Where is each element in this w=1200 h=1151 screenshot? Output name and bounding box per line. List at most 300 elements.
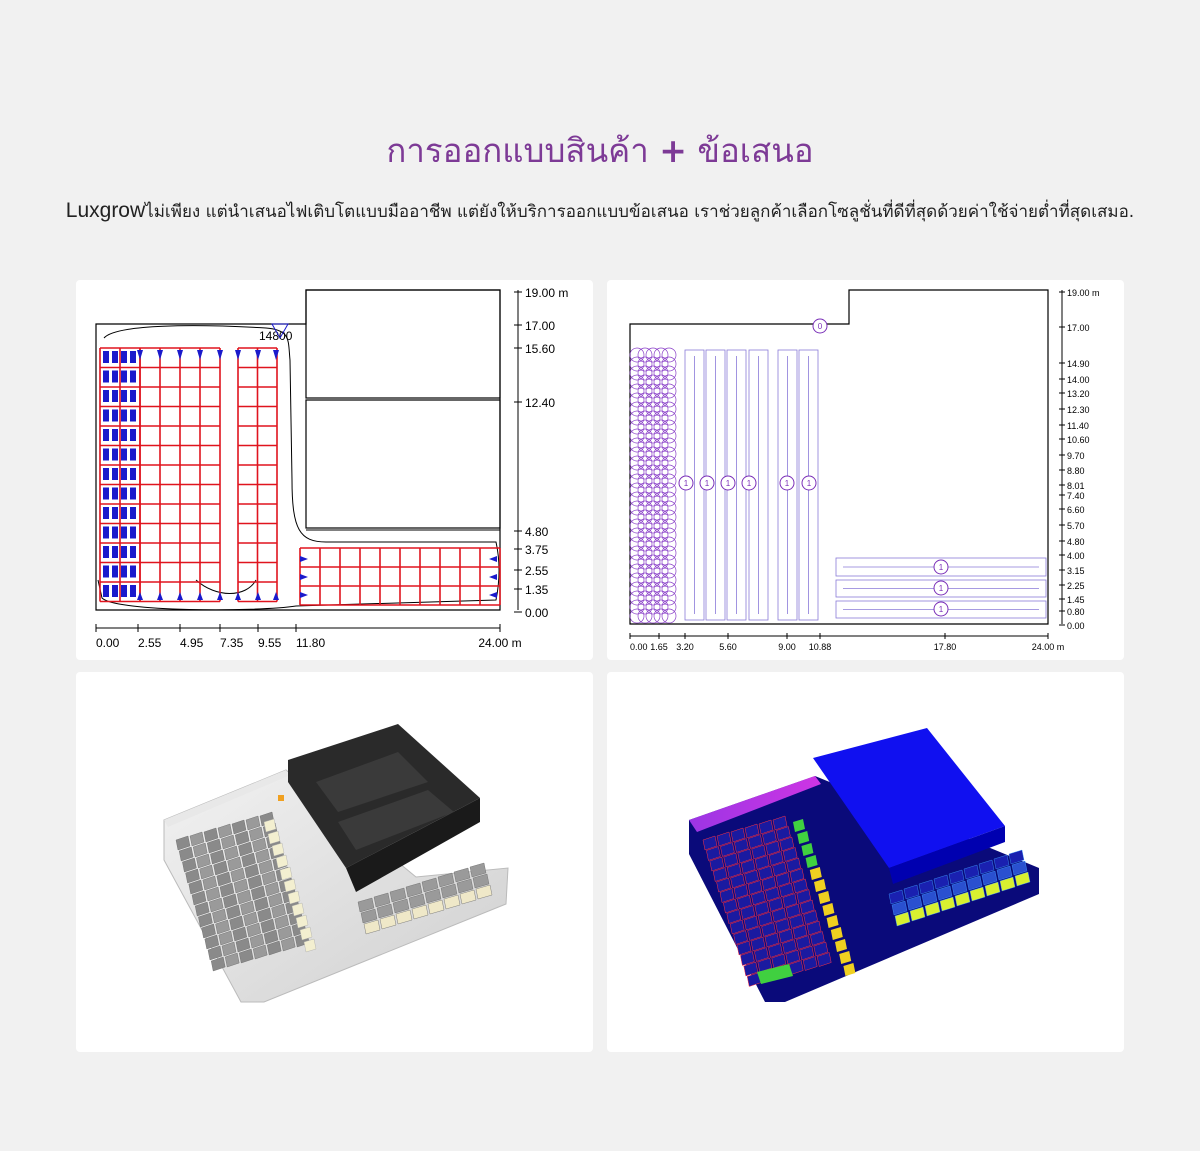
luminaire-circle (646, 438, 660, 452)
marker-label: 1 (683, 479, 689, 488)
y-tick-label: 3.15 (1067, 566, 1085, 576)
luminaire-circle (630, 501, 644, 515)
luminaire-circle (630, 510, 644, 524)
luminaire-circle (638, 492, 652, 506)
y-tick-label: 19.00 m (1067, 288, 1100, 298)
fixture (130, 390, 136, 402)
y-tick-label: 0.00 (525, 606, 549, 620)
luminaire-circle (630, 537, 644, 551)
luminaire-circle (654, 366, 668, 380)
luminaire-circle (646, 609, 660, 623)
fixture-arrow (197, 592, 203, 600)
luminaire-circle (646, 474, 660, 488)
luminaire-circle (630, 393, 644, 407)
luminaire-circle (646, 420, 660, 434)
luminaire-circle (662, 420, 676, 434)
fixture (130, 429, 136, 441)
luminaire-circle (654, 393, 668, 407)
fixture (130, 449, 136, 461)
fixture (121, 566, 127, 578)
y-tick-label: 11.40 (1067, 421, 1089, 431)
luminaire-position-drawing (607, 280, 1124, 660)
luminaire-rows (685, 350, 1046, 620)
y-tick-label: 7.40 (1067, 491, 1085, 501)
luminaire-circle (646, 348, 660, 362)
luminaire-circle (662, 483, 676, 497)
fixture-arrow (300, 592, 308, 598)
fixture (121, 507, 127, 519)
marker-label: 1 (938, 584, 944, 593)
luminaire-circle (630, 492, 644, 506)
luminaire-circle (638, 546, 652, 560)
luminaire-circle (638, 609, 652, 623)
light-spot (278, 795, 284, 801)
y-tick-label: 3.75 (525, 543, 549, 557)
title-plus: + (659, 131, 687, 170)
marker-label: 1 (938, 563, 944, 572)
luminaire-circle (646, 582, 660, 596)
luminaire-circle (630, 609, 644, 623)
luminaire-circle (630, 420, 644, 434)
luminaire-circle (662, 537, 676, 551)
luminaire-circle (654, 555, 668, 569)
marker-label: 1 (784, 479, 790, 488)
luminaire-circle (646, 546, 660, 560)
luminaire-circle (654, 456, 668, 470)
luminaire-circle (630, 447, 644, 461)
fixture (103, 546, 109, 558)
luminaire-circle (638, 555, 652, 569)
fixture (103, 429, 109, 441)
fixture (130, 566, 136, 578)
luminaire-circle (646, 411, 660, 425)
luminaire-circle (662, 366, 676, 380)
fixture (121, 527, 127, 539)
render-3d (76, 672, 593, 1052)
subtitle-brand: Luxgrow (65, 199, 146, 222)
luminaire-circle (630, 402, 644, 416)
fixture (121, 429, 127, 441)
luminaire-circle (646, 537, 660, 551)
luminaire-circle (630, 600, 644, 614)
luminaire-circle (654, 573, 668, 587)
luminaire-circle (646, 600, 660, 614)
fixture (112, 390, 118, 402)
luminaire-circle (654, 492, 668, 506)
storage-block-middle (306, 400, 500, 528)
luminaire-circle (646, 501, 660, 515)
luminaire-circle (662, 555, 676, 569)
dimension-axes (96, 286, 568, 650)
x-tick-label: 11.80 (296, 636, 326, 650)
false-color-render (607, 672, 1124, 1052)
marker-label: 1 (704, 479, 710, 488)
luminaire-circle (638, 510, 652, 524)
luminaire-circle (646, 393, 660, 407)
fixture-arrow (489, 574, 497, 580)
fixture (112, 585, 118, 597)
fixture (103, 351, 109, 363)
luminaire-circle (638, 591, 652, 605)
luminaire-circle (654, 465, 668, 479)
x-tick-label: 17.80 (933, 642, 957, 652)
fixture (121, 468, 127, 480)
luminaire-circle (638, 402, 652, 416)
layout-plan-drawing (76, 280, 593, 660)
fixture (112, 507, 118, 519)
x-tick-label: 10.88 (808, 642, 832, 652)
marker-label: 1 (746, 479, 752, 488)
fixture (103, 566, 109, 578)
luminaire-circle (654, 483, 668, 497)
luminaire-circle (630, 366, 644, 380)
fixture (121, 390, 127, 402)
luminaire-circle (638, 483, 652, 497)
luminaire-circle (646, 357, 660, 371)
luminaire-position-card (607, 280, 1124, 660)
fixture (121, 585, 127, 597)
fixture (130, 488, 136, 500)
room-outline (630, 290, 1048, 624)
luminaire-circle (654, 474, 668, 488)
luminaire-circle (638, 348, 652, 362)
fixture (112, 429, 118, 441)
marker-label: 1 (725, 479, 731, 488)
luminaire-circle (638, 582, 652, 596)
luminaire-circle (630, 528, 644, 542)
luminaire-circle (662, 519, 676, 533)
fixture (103, 371, 109, 383)
luminaire-circle (662, 564, 676, 578)
y-tick-label: 0.80 (1067, 607, 1085, 617)
marker-label: 1 (938, 605, 944, 614)
luminaire-circle (654, 375, 668, 389)
x-tick-label: 4.95 (180, 636, 204, 650)
luminaire-circle (662, 375, 676, 389)
fixture (103, 488, 109, 500)
luminaire-circle (646, 519, 660, 533)
luminaire-circle (638, 411, 652, 425)
luminaire-circle (630, 573, 644, 587)
luminaire-circle (662, 474, 676, 488)
y-tick-label: 14.00 (1067, 375, 1090, 385)
fixture (103, 527, 109, 539)
fixture (112, 566, 118, 578)
y-tick-label: 12.40 (525, 396, 556, 410)
luminaire-circle (654, 438, 668, 452)
fixture (121, 371, 127, 383)
luminaire-circle (630, 375, 644, 389)
luminaire-circles (630, 319, 948, 623)
luminaire-circle (662, 402, 676, 416)
fixture-arrow (273, 350, 279, 360)
fixture-arrow (157, 350, 163, 360)
luminaire-circle (654, 591, 668, 605)
fixture (112, 488, 118, 500)
fixture (130, 507, 136, 519)
luminaire-circle (630, 582, 644, 596)
fixture-arrow (273, 592, 279, 600)
luminaire-circle (646, 456, 660, 470)
luminaire-circle (646, 465, 660, 479)
luminaire-circle (638, 429, 652, 443)
luminaire-circle (638, 465, 652, 479)
page-title (0, 124, 1200, 177)
fixture (103, 390, 109, 402)
y-tick-label: 14.90 (1067, 359, 1090, 369)
luminaire-circle (662, 510, 676, 524)
layout-plan-card (76, 280, 593, 660)
fixture (130, 527, 136, 539)
luminaire-circle (654, 402, 668, 416)
y-tick-label: 2.25 (1067, 581, 1085, 591)
luminaire-circle (646, 510, 660, 524)
dimension-axes (630, 288, 1100, 652)
luminaire-circle (662, 411, 676, 425)
fixture-arrow (217, 350, 223, 360)
luminaire-circle (646, 555, 660, 569)
luminaire-circle (662, 609, 676, 623)
luminaire-circle (654, 411, 668, 425)
luminaire-circle (654, 429, 668, 443)
fixture (121, 410, 127, 422)
x-tick-label: 1.65 (650, 642, 668, 652)
luminaire-circle (662, 429, 676, 443)
x-tick-label: 3.20 (676, 642, 694, 652)
luminaire-circle (638, 573, 652, 587)
fixture-arrow (489, 556, 497, 562)
luminaire-circle (654, 537, 668, 551)
luminaire-circle (654, 609, 668, 623)
luminaire-circle (662, 357, 676, 371)
fixture (112, 410, 118, 422)
luminaire-circle (630, 456, 644, 470)
luminaire-circle (662, 591, 676, 605)
luminaire-circle (646, 591, 660, 605)
luminaire-circle (662, 447, 676, 461)
luminaire-circle (630, 357, 644, 371)
luminaire-circle (638, 456, 652, 470)
x-tick-label: 2.55 (138, 636, 162, 650)
luminaire-circle (662, 456, 676, 470)
luminaire-circle (646, 492, 660, 506)
luminaire-circle (646, 366, 660, 380)
fixture-arrow (300, 556, 308, 562)
luminaire-circle (662, 492, 676, 506)
y-tick-label: 12.30 (1067, 405, 1090, 415)
luminaire-circle (638, 438, 652, 452)
x-tick-label: 0.00 (96, 636, 120, 650)
luminaire-circle (654, 510, 668, 524)
fixture-arrow (255, 350, 261, 360)
luminaire-circle (630, 438, 644, 452)
fixture (112, 371, 118, 383)
luminaire-circle (646, 447, 660, 461)
title-main: การออกแบบสินค้า (386, 131, 649, 170)
y-tick-label: 8.01 (1067, 481, 1085, 491)
fixture (103, 507, 109, 519)
luminaire-circle (662, 546, 676, 560)
subtitle-text: ไม่เพียง แต่นำเสนอไฟเติบโตแบบมืออาชีพ แต่ยังให้บริการออกแบบข้อเสนอ เราช่วยลูกค้าเลือกโซลูชั่นที่ดีที่สุดด้วยค่าใช้จ่ายต่ำที่สุดเสมอ. (145, 202, 1135, 222)
y-tick-label: 4.80 (1067, 537, 1085, 547)
luminaire-circle (662, 384, 676, 398)
luminaire-circle (662, 582, 676, 596)
y-tick-label: 6.60 (1067, 505, 1085, 515)
fixture-arrow (137, 592, 143, 600)
luminaire-circle (654, 384, 668, 398)
luminaire-circle (654, 447, 668, 461)
luminaire-circle (662, 393, 676, 407)
x-tick-label: 7.35 (220, 636, 244, 650)
fixture (112, 468, 118, 480)
y-tick-label: 9.70 (1067, 451, 1085, 461)
luminaire-circle (630, 591, 644, 605)
fixture (112, 546, 118, 558)
luminaire-circle (630, 465, 644, 479)
page-subtitle (0, 198, 1200, 225)
fixture-arrow (177, 350, 183, 360)
luminaire-circle (638, 357, 652, 371)
luminaire-circle (646, 384, 660, 398)
x-tick-label: 0.00 (630, 642, 648, 652)
fixture (103, 410, 109, 422)
x-tick-label: 5.60 (719, 642, 737, 652)
title-tail: ข้อเสนอ (697, 131, 814, 170)
luminaire-circle (654, 582, 668, 596)
luminaire-circle (630, 429, 644, 443)
luminaire-circle (630, 519, 644, 533)
y-tick-label: 1.35 (525, 583, 549, 597)
luminaire-circle (646, 528, 660, 542)
fixture (121, 488, 127, 500)
fixture-arrow (489, 592, 497, 598)
luminaire-circle (630, 555, 644, 569)
luminaire-circle (646, 564, 660, 578)
y-tick-label: 15.60 (525, 342, 556, 356)
luminaire-circle (662, 438, 676, 452)
luminaire-circle (654, 546, 668, 560)
fixture (103, 449, 109, 461)
contour-label: 14800 (259, 329, 293, 343)
luminaire-circle (630, 348, 644, 362)
luminaire-circle (646, 573, 660, 587)
fixture (112, 449, 118, 461)
render-3d-card (76, 672, 593, 1052)
x-tick-label: 9.55 (258, 636, 282, 650)
luminaire-circle (662, 573, 676, 587)
luminaire-circle (638, 519, 652, 533)
luminaire-circle (654, 528, 668, 542)
luminaire-circle (630, 564, 644, 578)
luminaire-circle (654, 501, 668, 515)
fixture (121, 351, 127, 363)
luminaire-circle (638, 537, 652, 551)
y-tick-label: 4.00 (1067, 551, 1085, 561)
luminaire-circle (662, 528, 676, 542)
luminaire-circle (662, 501, 676, 515)
luminaire-grid (100, 348, 500, 605)
fixture (130, 585, 136, 597)
y-tick-label: 4.80 (525, 525, 549, 539)
y-tick-label: 1.45 (1067, 595, 1085, 605)
luminaire-circle (638, 366, 652, 380)
luminaire-circle (630, 411, 644, 425)
y-tick-label: 19.00 m (525, 286, 569, 300)
luminaire-circle (638, 501, 652, 515)
storage-block-top (306, 290, 500, 398)
fixture-arrow (177, 592, 183, 600)
fixture (130, 351, 136, 363)
fixture (130, 371, 136, 383)
luminaire-circle (638, 384, 652, 398)
luminaire-circle (646, 402, 660, 416)
false-color-card (607, 672, 1124, 1052)
y-tick-label: 13.20 (1067, 389, 1090, 399)
fixture (112, 351, 118, 363)
y-tick-label: 0.00 (1067, 621, 1085, 631)
x-tick-label: 24.00 m (478, 636, 522, 650)
y-tick-label: 5.70 (1067, 521, 1085, 531)
fixture (103, 585, 109, 597)
marker-label: 1 (806, 479, 812, 488)
y-tick-label: 8.80 (1067, 466, 1085, 476)
fixture-arrow (197, 350, 203, 360)
luminaire-circle (638, 393, 652, 407)
luminaire-circle (662, 600, 676, 614)
y-tick-label: 17.00 (525, 319, 556, 333)
fixture-arrow (157, 592, 163, 600)
luminaire-circle (630, 546, 644, 560)
luminaire-circle (638, 375, 652, 389)
y-tick-label: 2.55 (525, 564, 549, 578)
luminaire-circle (630, 483, 644, 497)
fixture (112, 527, 118, 539)
fixture (103, 468, 109, 480)
luminaire-circle (630, 474, 644, 488)
luminaire-circle (662, 348, 676, 362)
luminaire-circle (630, 384, 644, 398)
luminaire-circle (638, 600, 652, 614)
fixture (130, 468, 136, 480)
fixture-arrow (255, 592, 261, 600)
luminaire-circle (654, 564, 668, 578)
luminaire-circle (638, 564, 652, 578)
luminaire-circle (638, 420, 652, 434)
fixture (130, 546, 136, 558)
luminaire-circle (646, 429, 660, 443)
luminaire-circle (638, 447, 652, 461)
luminaire-circle (654, 600, 668, 614)
x-tick-label: 24.00 m (1031, 642, 1065, 652)
luminaire-circle (662, 465, 676, 479)
y-tick-label: 17.00 (1067, 323, 1090, 333)
luminaire-circle (638, 528, 652, 542)
fixture (130, 410, 136, 422)
y-tick-label: 10.60 (1067, 435, 1090, 445)
fixture-arrow (137, 350, 143, 360)
fixture-arrow (300, 574, 308, 580)
luminaire-circle (646, 483, 660, 497)
luminaire-circle (654, 420, 668, 434)
fixture-arrow (235, 350, 241, 360)
luminaire-circle (654, 519, 668, 533)
marker-label: 0 (817, 322, 823, 331)
luminaire-circle (654, 348, 668, 362)
fixture (121, 546, 127, 558)
luminaire-circle (646, 375, 660, 389)
x-tick-label: 9.00 (778, 642, 796, 652)
luminaire-circle (638, 474, 652, 488)
